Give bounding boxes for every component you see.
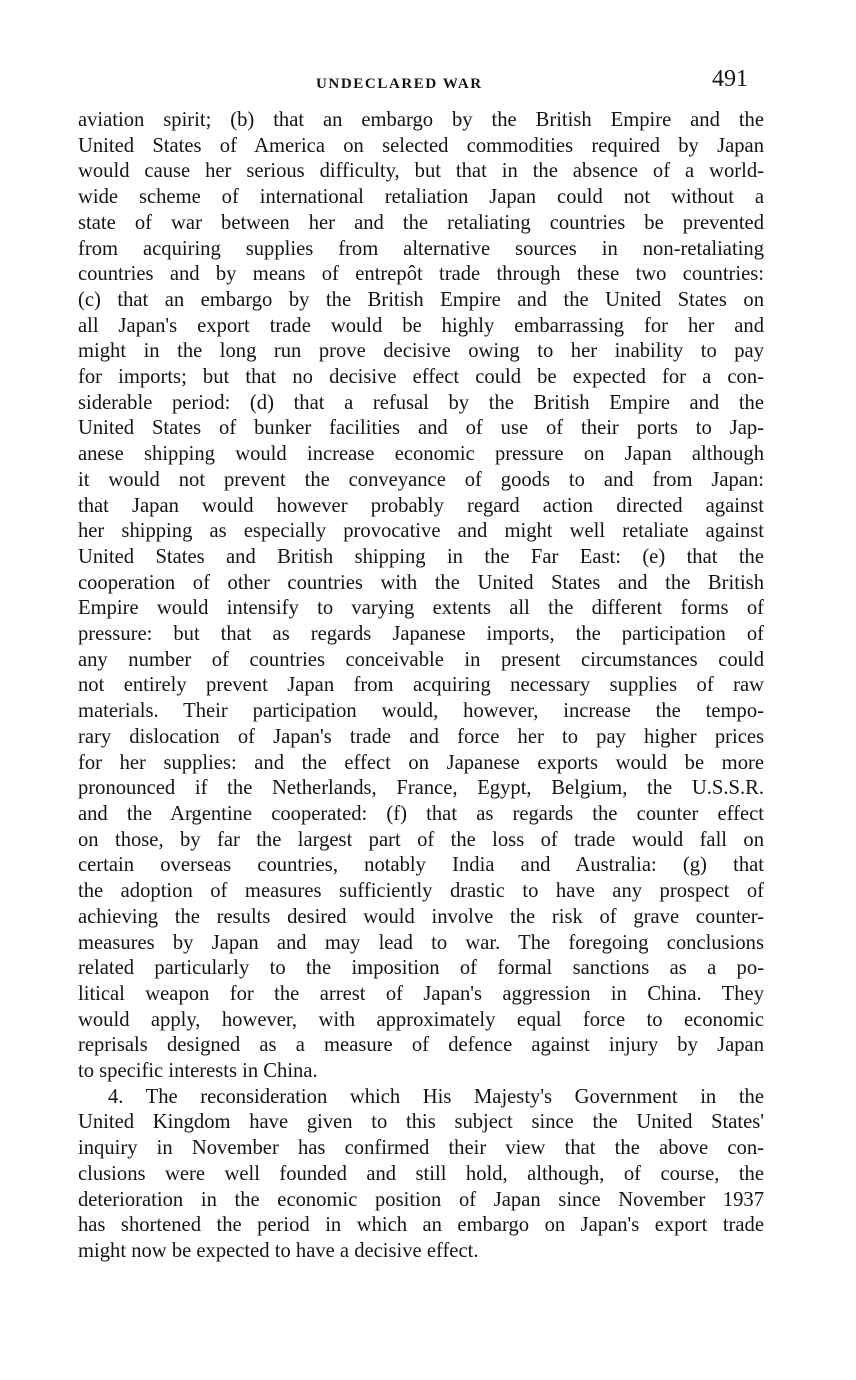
text-line: Empire would intensify to varying extents all the different forms of	[78, 597, 764, 620]
text-line: reprisals designed as a measure of defence against injury by Japan	[78, 1034, 764, 1057]
text-line: pronounced if the Netherlands, France, Egypt, Belgium, the U.S.S.R.	[78, 777, 764, 800]
running-title: UNDECLARED WAR	[316, 76, 483, 92]
text-line: it would not prevent the conveyance of goods to and from Japan:	[78, 468, 764, 491]
text-line: (c) that an embargo by the British Empire and the United States on	[78, 288, 764, 311]
text-line: materials. Their participation would, however, increase the tempo-	[78, 700, 764, 723]
text-line: countries and by means of entrepôt trade through these two countries:	[78, 263, 764, 286]
text-line: not entirely prevent Japan from acquiring necessary supplies of raw	[78, 674, 764, 697]
text-line: her shipping as especially provocative and might well retaliate against	[78, 520, 764, 543]
text-line: cooperation of other countries with the United States and the British	[78, 571, 764, 594]
body-text	[78, 108, 764, 1265]
text-line: siderable period: (d) that a refusal by the British Empire and the	[78, 391, 764, 414]
text-line: deterioration in the economic position of Japan since November 1937	[78, 1188, 764, 1211]
text-line: might in the long run prove decisive owing to her inability to pay	[78, 340, 764, 363]
text-line: pressure: but that as regards Japanese imports, the participation of	[78, 623, 764, 646]
text-line: for her supplies: and the effect on Japanese exports would be more	[78, 751, 764, 774]
text-line: from acquiring supplies from alternative sources in non-retaliating	[78, 237, 764, 260]
text-line: and the Argentine cooperated: (f) that as regards the counter effect	[78, 802, 764, 825]
text-line: all Japan's export trade would be highly embarrassing for her and	[78, 314, 764, 337]
text-line: United States and British shipping in the Far East: (e) that the	[78, 545, 764, 568]
running-head	[78, 66, 764, 96]
text-line: that Japan would however probably regard action directed against	[78, 494, 764, 517]
text-line: certain overseas countries, notably India and Australia: (g) that	[78, 854, 764, 877]
text-line: for imports; but that no decisive effect could be expected for a con-	[78, 366, 764, 389]
text-line: measures by Japan and may lead to war. The foregoing conclusions	[78, 931, 764, 954]
text-line: inquiry in November has confirmed their view that the above con-	[78, 1137, 764, 1160]
text-line: achieving the results desired would involve the risk of grave counter-	[78, 905, 764, 928]
text-line: to specific interests in China.	[78, 1060, 318, 1083]
text-line: anese shipping would increase economic pressure on Japan although	[78, 443, 764, 466]
page-number: 491	[712, 66, 748, 92]
paragraph	[78, 108, 764, 1085]
text-line: might now be expected to have a decisive effect.	[78, 1239, 479, 1262]
text-line: on those, by far the largest part of the loss of trade would fall on	[78, 828, 764, 851]
text-line: clusions were well founded and still hold, although, of course, the	[78, 1162, 764, 1185]
text-line: would apply, however, with approximately equal force to economic	[78, 1008, 764, 1031]
text-line: has shortened the period in which an embargo on Japan's export trade	[78, 1214, 764, 1237]
text-line: state of war between her and the retaliating countries be prevented	[78, 211, 764, 234]
text-line: United States of America on selected commodities required by Japan	[78, 134, 764, 157]
text-line: would cause her serious difficulty, but that in the absence of a world-	[78, 160, 764, 183]
paragraph	[78, 1085, 764, 1265]
text-line: litical weapon for the arrest of Japan's aggression in China. They	[78, 982, 764, 1005]
text-line: 4. The reconsideration which His Majesty's Government in the	[108, 1085, 764, 1108]
text-line: the adoption of measures sufficiently drastic to have any prospect of	[78, 880, 764, 903]
text-line: United States of bunker facilities and of use of their ports to Jap-	[78, 417, 764, 440]
text-line: any number of countries conceivable in present circumstances could	[78, 648, 764, 671]
text-line: aviation spirit; (b) that an embargo by the British Empire and the	[78, 109, 764, 131]
text-line: related particularly to the imposition of formal sanctions as a po-	[78, 957, 764, 980]
text-line: rary dislocation of Japan's trade and force her to pay higher prices	[78, 725, 764, 748]
text-line: wide scheme of international retaliation Japan could not without a	[78, 186, 764, 209]
text-line: United Kingdom have given to this subject since the United States'	[78, 1111, 764, 1134]
